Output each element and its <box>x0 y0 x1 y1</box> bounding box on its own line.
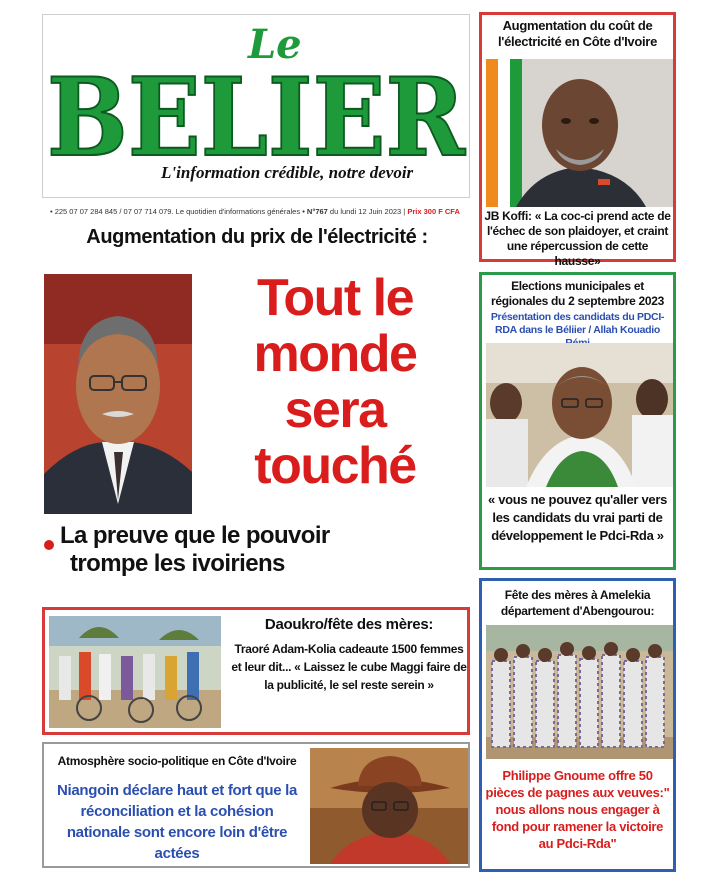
logo-belier-text: BELIER <box>47 63 467 163</box>
jb-koffi-photo <box>486 59 673 207</box>
issue-date: du lundi 12 Juin 2023 | <box>327 207 408 216</box>
headline-line-3: touché <box>254 437 416 495</box>
electricity-box-caption: JB Koffi: « La coc-ci prend acte de l'échec de son plaidoyer, et craint une répercussion de cette hausse» <box>484 209 671 268</box>
lead-headline <box>200 270 470 494</box>
logo-belier <box>45 63 469 163</box>
bullet-icon <box>44 540 54 550</box>
headline-line-1: Tout le <box>256 269 414 327</box>
price: Prix 300 F CFA <box>407 207 460 216</box>
issue-number: • N°767 <box>302 207 328 216</box>
allah-kouadio-photo <box>486 343 673 487</box>
fete-meres-box-title: Fête des mères à Amelekia département d'Abengourou: <box>500 588 655 618</box>
elections-box-quote: « vous ne pouvez qu'aller vers les candidats du vrai parti de développement le Pdci-Rda » <box>487 492 668 543</box>
atmosphere-box <box>42 742 470 868</box>
electricity-box-title: Augmentation du coût de l'électricité en Côte d'Ivoire <box>497 18 658 49</box>
amelekia-photo <box>486 625 673 759</box>
elections-box-subtitle: Présentation des candidats du PDCI-RDA dans le Béliier / Allah Kouadio <box>490 311 665 336</box>
lead-kicker: Augmentation du prix de l'électricité : <box>86 226 428 248</box>
daoukro-photo <box>49 616 221 728</box>
masthead <box>42 14 470 198</box>
subhead-line-2: trompe les ivoiriens <box>70 550 285 577</box>
daoukro-box-body: Traoré Adam-Kolia cadeaute 1500 femmes et leur dit... « Laissez le cube Maggi faire de la publicité, le sel reste serein » <box>231 642 467 692</box>
subhead-line-1: La preuve que le pouvoir <box>60 522 330 549</box>
daoukro-box <box>42 607 470 735</box>
atmosphere-headline: Niangoin déclare haut et fort que la réconciliation et la cohésion nationale sont encore loin d'être actées <box>56 782 298 862</box>
daoukro-box-title: Daoukro/fête des mères: <box>264 616 434 633</box>
logo-le: Le <box>248 21 302 68</box>
contact-numbers: • 225 07 07 284 845 / 07 07 714 079. <box>50 207 174 216</box>
tagline: L'information crédible, notre devoir <box>161 163 414 182</box>
fete-meres-box-body: Philippe Gnoume offre 50 pièces de pagnes aux veuves:" nous allons nous engager à fond pour ramener la victoire au Pdci-Rda" <box>485 768 670 851</box>
lead-subhead <box>60 522 470 578</box>
electricity-cost-box <box>479 12 676 268</box>
atmosphere-kicker: Atmosphère socio-politique en Côte d'Ivoire <box>57 754 297 768</box>
issue-info-line <box>50 207 460 216</box>
paper-description: Le quotidien d'informations générales <box>173 207 303 216</box>
elections-box-title: Elections municipales et régionales du 2 septembre 2023 <box>490 279 665 308</box>
headline-line-2: monde sera <box>253 325 417 439</box>
elections-box <box>479 272 676 570</box>
lead-photo <box>44 274 192 514</box>
fete-meres-box <box>479 578 676 872</box>
niangoin-photo <box>310 748 468 864</box>
